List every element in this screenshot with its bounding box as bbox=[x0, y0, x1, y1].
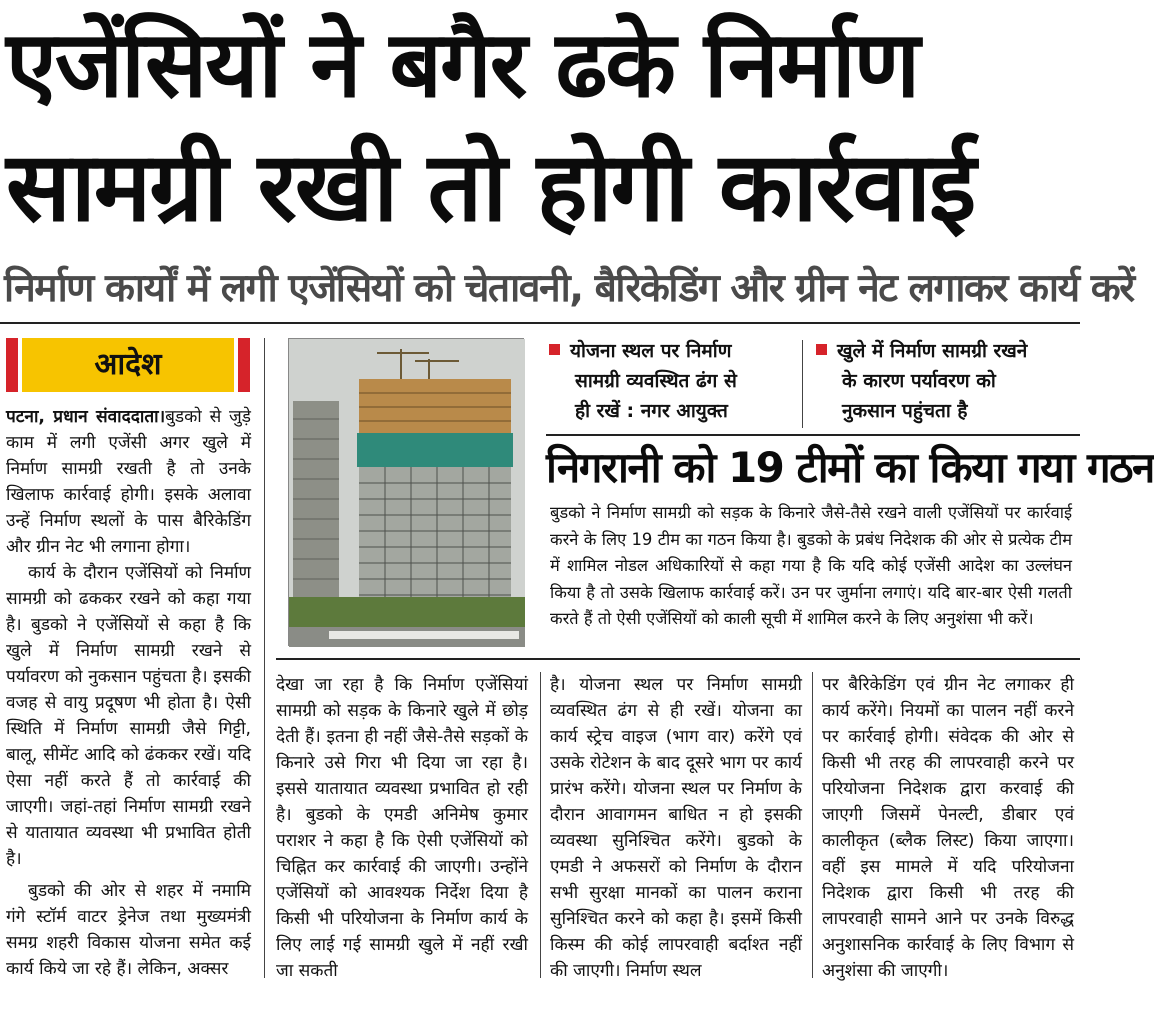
bullet-line: खुले में निर्माण सामग्री रखने bbox=[816, 336, 1076, 366]
bullet-line: सामग्री व्यवस्थित ढंग से bbox=[575, 370, 737, 392]
badge-label: आदेश bbox=[22, 338, 234, 392]
article-paragraph: बुडको की ओर से शहर में नमामि गंगे स्टॉर्म वाटर ड्रेनेज तथा मुख्यमंत्री समग्र शहरी विकास योजना समेत कई कार्य किये जा रहे हैं। लेकिन, अक्सर bbox=[6, 881, 251, 979]
column-divider bbox=[812, 672, 813, 978]
building-illustration bbox=[289, 339, 525, 647]
article-paragraph: है। योजना स्थल पर निर्माण सामग्री व्यवस्थित ढंग से ही रखें। योजना का कार्य स्ट्रेच वाइज (भाग वार) करेंगे एवं उसके रोटेशन के बाद दूसरे भाग पर कार्य प्रारंभ करेंगे। योजना स्थल पर निर्माण के दौरान आवागमन बाधित न हो इसकी व्यवस्था सुनिश्चित करेंगे। बुडको के एमडी ने अफसरों को निर्माण के दौरान सभी सुरक्षा मानकों का पालन कराना सुनिश्चित करने को कहा है। इसमें किसी किस्म की कोई लापरवाही बर्दाश्त नहीं की जाएगी। निर्माण स्थल bbox=[550, 675, 802, 981]
article-paragraph: कार्य के दौरान एजेंसियों को निर्माण सामग्री को ढककर रखने को कहा गया है। बुडको ने एजेंसियों से कहा है कि खुले में निर्माण सामग्री रखने से पर्यावरण को नुकसान पहुंचता है। इसकी वजह से वायु प्रदूषण भी होता है। ऐसी स्थिति में निर्माण सामग्री जैसे गिट्टी, बालू, सीमेंट आदि को ढंककर रखें। यदि ऐसा नहीं करते हैं तो कार्रवाई की जाएगी। जहां-तहां निर्माण सामग्री रखने से यातायात व्यवस्था भी प्रभावित होती है। bbox=[6, 563, 251, 869]
headline-line-1: एजेंसियों ने बगैर ढके निर्माण bbox=[6, 11, 919, 118]
badge-left-bar bbox=[6, 338, 18, 392]
article-column-3 bbox=[550, 672, 802, 984]
article-column-1 bbox=[6, 404, 251, 982]
paragraph-text: बुडको से जुड़े काम में लगी एजेंसी अगर खुले में निर्माण सामग्री रखती है तो उनके खिलाफ कार्रवाई होगी। इसके अलावा उन्हें निर्माण स्थलों के पास बैरिकेडिंग और ग्रीन नेट भी लगाना होगा। bbox=[6, 407, 251, 557]
article-column-4 bbox=[822, 672, 1074, 984]
article-column-2 bbox=[276, 672, 528, 984]
article-paragraph bbox=[6, 404, 251, 560]
column-divider bbox=[264, 338, 265, 978]
bullet-square-icon bbox=[549, 344, 560, 355]
section-divider bbox=[546, 434, 1080, 436]
section-title: निगरानी को 19 टीमों का किया गया गठन bbox=[546, 443, 1154, 492]
article-paragraph: पर बैरिकेडिंग एवं ग्रीन नेट लगाकर ही कार्य करेंगे। नियमों का पालन नहीं करने पर कार्रवाई होगी। संवेदक की ओर से किसी भी तरह की लापरवाही करने पर परियोजना निदेशक द्वारा करवाई की जाएगी जिसमें पेनल्टी, डीबार एवं कालीकृत (ब्लैक लिस्ट) किया जाएगा। वहीं इस मामले में यदि परियोजना निदेशक द्वारा किसी भी तरह की लापरवाही सामने आने पर उनके विरुद्ध अनुशासनिक कार्रवाई के लिए विभाग से अनुशंसा की जाएगी। bbox=[822, 675, 1074, 981]
headline-line-2: सामग्री रखी तो होगी कार्रवाई bbox=[6, 131, 975, 243]
article-paragraph: देखा जा रहा है कि निर्माण एजेंसियां सामग्री को सड़क के किनारे खुले में छोड़ देती हैं। इतना ही नहीं जैसे-तैसे सड़कों के किनारे उसे गिरा भी दिया जा रहा है। इससे यातायात व्यवस्था प्रभावित हो रही है। बुडको के एमडी अनिमेष कुमार पराशर ने कहा है कि ऐसी एजेंसियों को चिह्नित कर कार्रवाई की जाएगी। उन्होंने एजेंसियों को आवश्यक निर्देश दिया है किसी भी परियोजना के निर्माण कार्य के लिए लाई गई सामग्री खुले में नहीं रखी जा सकती bbox=[276, 675, 528, 981]
highlight-bullet-2 bbox=[816, 336, 1076, 426]
badge-right-bar bbox=[238, 338, 250, 392]
order-badge bbox=[6, 338, 250, 392]
construction-building-photo bbox=[288, 338, 524, 646]
bullet-divider bbox=[802, 340, 803, 428]
highlight-bullet-1 bbox=[549, 336, 789, 426]
bullet-line: ही रखें : नगर आयुक्त bbox=[575, 400, 728, 422]
bullet-line: योजना स्थल पर निर्माण bbox=[549, 336, 789, 366]
bullet-line: के कारण पर्यावरण को bbox=[842, 370, 996, 392]
subheadline: निर्माण कार्यों में लगी एजेंसियों को चेतावनी, बैरिकेडिंग और ग्रीन नेट लगाकर कार्य करें bbox=[4, 266, 1134, 311]
lower-divider bbox=[276, 658, 1080, 660]
section-body: बुडको ने निर्माण सामग्री को सड़क के किनारे जैसे-तैसे रखने वाली एजेंसियों पर कार्रवाई करने के लिए 19 टीम का गठन किया है। बुडको के प्रबंध निदेशक की ओर से प्रत्येक टीम में शामिल नोडल अधिकारियों से कहा गया है कि यदि कोई एजेंसी आदेश का उल्लंघन किया है तो उसके खिलाफ कार्रवाई करें। उन पर जुर्माना लगाएं। यदि बार-बार ऐसी गलती करते हैं तो ऐसी एजेंसियों को काली सूची में शामिल करने के लिए अनुशंसा भी करें। bbox=[550, 503, 1072, 628]
divider bbox=[0, 322, 1080, 324]
bullet-line: नुकसान पहुंचता है bbox=[842, 400, 968, 422]
column-divider bbox=[540, 672, 541, 978]
bullet-square-icon bbox=[816, 344, 827, 355]
byline: पटना, प्रधान संवाददाता। bbox=[6, 407, 166, 427]
